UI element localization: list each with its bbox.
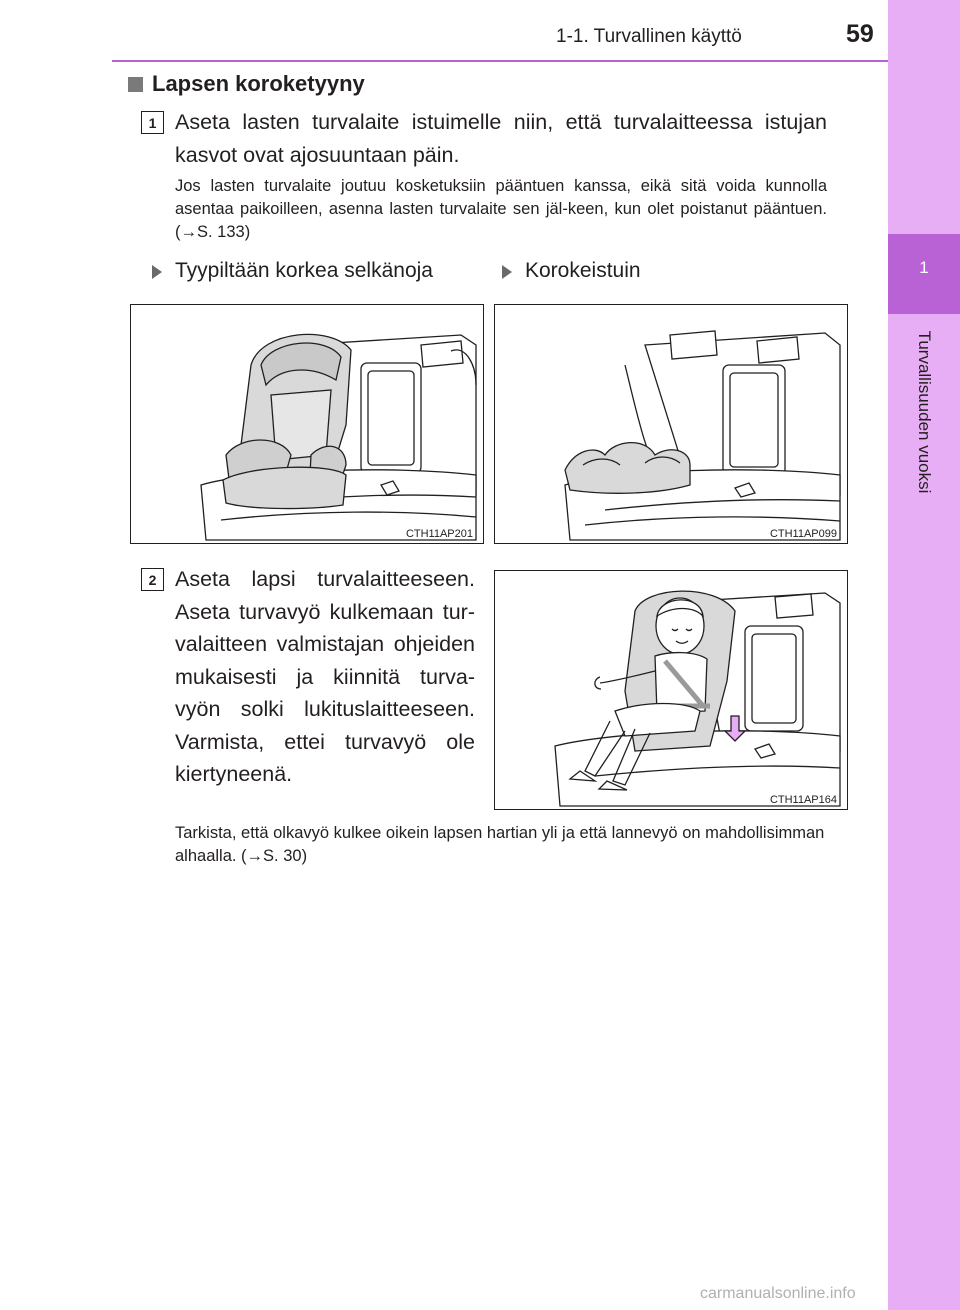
- page-number: 59: [846, 20, 874, 48]
- figure-code: CTH11AP099: [769, 528, 837, 540]
- triangle-bullet-icon: [502, 265, 512, 279]
- header-section-title: 1-1. Turvallinen käyttö: [556, 26, 742, 47]
- high-back-booster-illustration: [131, 305, 484, 544]
- header-rule: [112, 60, 888, 62]
- figure-code: CTH11AP164: [769, 794, 837, 806]
- step-2-number: 2: [141, 568, 164, 591]
- booster-cushion-illustration: [495, 305, 848, 544]
- figure-child-seated: [494, 570, 848, 810]
- figure-code: CTH11AP201: [405, 528, 473, 540]
- step-1-text: Aseta lasten turvalaite istuimelle niin, että turvalaitteessa istujan kasvot ovat ajosuuntaan päin.: [175, 110, 827, 167]
- figure-high-back-booster: [130, 304, 484, 544]
- figure-booster-cushion: [494, 304, 848, 544]
- section-title: Lapsen koroketyyny: [152, 71, 365, 96]
- chapter-side-tab: [888, 0, 960, 1310]
- step-1-note: Jos lasten turvalaite joutuu kosketuksiin pääntuen kanssa, eikä sitä voida kunnolla asentaa paikoilleen, asenna lasten turvalaite sen jäl-keen, kun olet poistanut pääntuen. (→S. 133): [175, 177, 827, 241]
- step-1-number: 1: [141, 111, 164, 134]
- bottom-note: Tarkista, että olkavyö kulkee oikein lapsen hartian yli ja että lannevyö on mahdollisimman alhaalla. (→S. 30): [175, 824, 825, 865]
- section-bullet-icon: [128, 77, 143, 92]
- chapter-title: Turvallisuuden vuoksi: [915, 330, 934, 494]
- step-2-text: Aseta lapsi turvalaitteeseen. Aseta turvavyö kulkemaan tur-valaitteen valmistajan ohjeiden mukaisesti ja kiinnitä turva-vyön solki lukituslaitteeseen. Varmista, ettei turvavyö ole kiertyneenä.: [175, 567, 475, 786]
- watermark: carmanualsonline.info: [700, 1285, 856, 1302]
- option-label-booster: Korokeistuin: [525, 259, 641, 282]
- option-label-high-back: Tyypiltään korkea selkänoja: [175, 259, 433, 282]
- child-seated-illustration: [495, 571, 848, 810]
- triangle-bullet-icon: [152, 265, 162, 279]
- chapter-number: 1: [919, 258, 929, 277]
